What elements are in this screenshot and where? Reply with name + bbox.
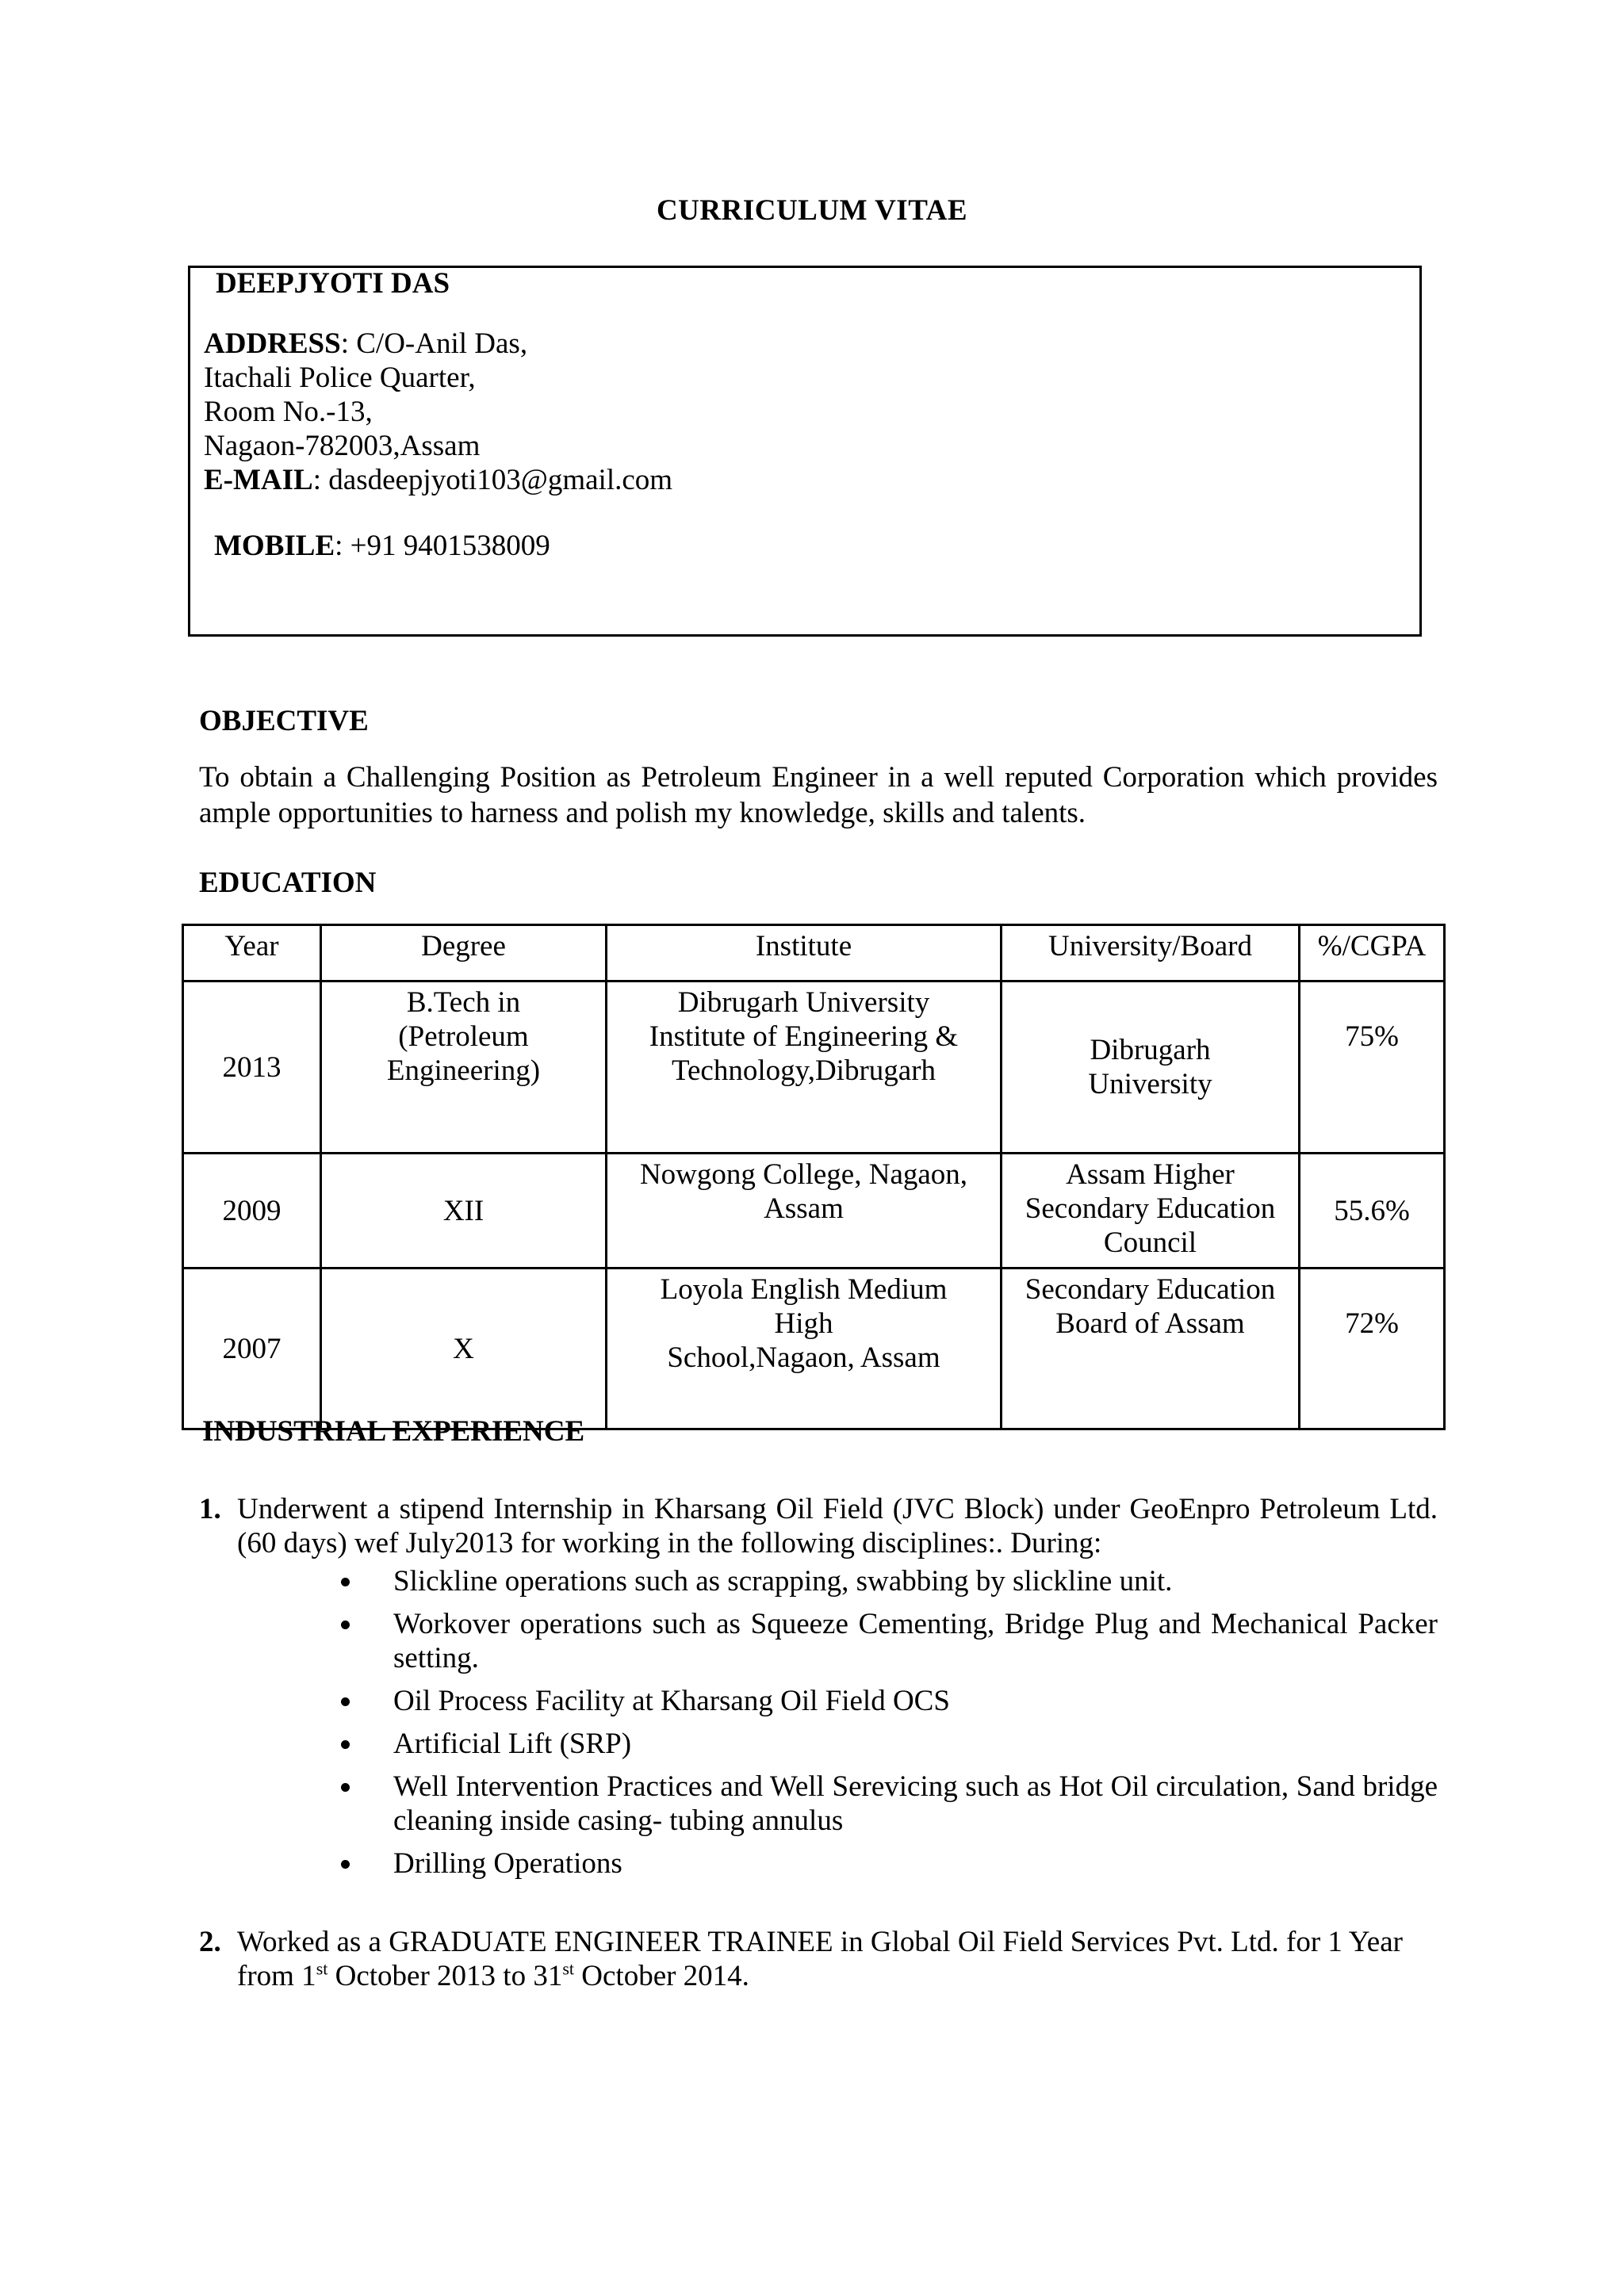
bullet-icon <box>341 1621 350 1629</box>
cell-line: Dibrugarh University <box>677 986 930 1019</box>
ordinal-suffix: st <box>562 1958 575 1979</box>
cell-year: 2009 <box>183 1154 321 1269</box>
ordinal-suffix: st <box>316 1958 328 1979</box>
column-header-institute: Institute <box>607 925 1002 982</box>
date-text: from 1 <box>237 1960 316 1992</box>
table-row <box>183 982 1445 1154</box>
item-number: 1. <box>199 1493 221 1525</box>
page-title: CURRICULUM VITAE <box>656 194 968 227</box>
email-label: E-MAIL <box>204 464 313 496</box>
table-row <box>183 1154 1445 1269</box>
item-number: 2. <box>199 1926 221 1958</box>
cell-degree <box>321 1154 607 1269</box>
discipline-list <box>341 1564 1438 1889</box>
list-item <box>341 1846 1438 1881</box>
cell-line: University <box>1088 1068 1212 1100</box>
bullet-icon <box>341 1578 350 1586</box>
cell-line: Nowgong College, Nagaon, <box>639 1158 968 1191</box>
cell-board <box>1002 1154 1300 1269</box>
cell-line: High <box>774 1307 833 1340</box>
address-label: ADDRESS <box>204 327 341 360</box>
cell-year: 2007 <box>183 1269 321 1429</box>
list-item <box>341 1564 1438 1598</box>
cell-institute <box>607 982 1002 1154</box>
cell-line: XII <box>442 1194 485 1227</box>
item-text <box>237 1925 1438 1993</box>
table-row <box>183 1269 1445 1429</box>
cell-line: Secondary Education <box>1025 1273 1276 1306</box>
cell-degree <box>321 982 607 1154</box>
cell-line: Assam <box>764 1192 844 1225</box>
address-block: ADDRESS: C/O-Anil Das, Itachali Police Quarter, Room No.-13, Nagaon-782003,Assam E-MAIL: dasdeepjyoti103@gmail.com <box>204 327 673 496</box>
cell-line: X <box>453 1332 474 1365</box>
objective-heading: OBJECTIVE <box>199 705 369 737</box>
address-line-4: Nagaon-782003,Assam <box>204 430 481 462</box>
mobile-value: +91 9401538009 <box>350 530 550 562</box>
bullet-icon <box>341 1740 350 1749</box>
cell-board <box>1002 982 1300 1154</box>
cell-degree <box>321 1269 607 1429</box>
objective-text: To obtain a Challenging Position as Petroleum Engineer in a well reputed Corporation which provides ample opportunities to harness and polish my knowledge, skills and talents. <box>199 761 1438 829</box>
cell-line: Institute of Engineering & <box>649 1020 959 1053</box>
cell-line: School,Nagaon, Assam <box>667 1341 940 1374</box>
list-item-text: Slickline operations such as scrapping, swabbing by slickline unit. <box>393 1565 1173 1598</box>
experience-heading: INDUSTRIAL EXPERIENCE <box>202 1415 585 1448</box>
cell-institute <box>607 1154 1002 1269</box>
cell-line: Assam Higher <box>1066 1158 1235 1191</box>
cell-line: Council <box>1103 1226 1197 1259</box>
cell-line: (Petroleum <box>398 1020 529 1053</box>
email-value: dasdeepjyoti103@gmail.com <box>328 464 673 496</box>
date-text: October 2013 to 31 <box>327 1960 563 1992</box>
cell-line: Engineering) <box>386 1054 541 1087</box>
experience-item-2 <box>199 1925 1438 1993</box>
cell-line: Board of Assam <box>1055 1307 1245 1340</box>
cell-board <box>1002 1269 1300 1429</box>
education-table <box>182 924 1446 1430</box>
experience-item-1 <box>199 1492 1438 1560</box>
address-line-2: Itachali Police Quarter, <box>204 362 476 394</box>
cell-year: 2013 <box>183 982 321 1154</box>
list-item-text: Drilling Operations <box>393 1847 622 1880</box>
list-item-text: Oil Process Facility at Kharsang Oil Field OCS <box>393 1685 950 1717</box>
column-header-degree: Degree <box>321 925 607 982</box>
cell-score: 72% <box>1300 1269 1445 1429</box>
item-line-1: Worked as a GRADUATE ENGINEER TRAINEE in Global Oil Field Services Pvt. Ltd. for 1 Year <box>237 1926 1403 1958</box>
cell-line: Dibrugarh <box>1090 1034 1211 1066</box>
list-item-text: Artificial Lift (SRP) <box>393 1728 632 1760</box>
bullet-icon <box>341 1697 350 1706</box>
list-item <box>341 1727 1438 1761</box>
list-item <box>341 1607 1438 1675</box>
address-line-3: Room No.-13, <box>204 396 373 428</box>
table-header-row <box>183 925 1445 982</box>
cell-line: B.Tech in <box>406 986 521 1019</box>
cell-line: Loyola English Medium <box>660 1273 948 1306</box>
list-item <box>341 1770 1438 1838</box>
cell-institute <box>607 1269 1002 1429</box>
item-line-2 <box>237 1959 1438 1993</box>
bullet-icon <box>341 1783 350 1792</box>
list-item-text: Workover operations such as Squeeze Cementing, Bridge Plug and Mechanical Packer setting. <box>393 1608 1438 1674</box>
mobile-label: MOBILE <box>214 530 335 562</box>
mobile-line: MOBILE: +91 9401538009 <box>214 530 550 562</box>
cell-score: 75% <box>1300 982 1445 1154</box>
column-header-year: Year <box>183 925 321 982</box>
list-item-text: Well Intervention Practices and Well Serevicing such as Hot Oil circulation, Sand bridge cleaning inside casing- tubing annulus <box>393 1770 1438 1837</box>
list-item <box>341 1684 1438 1718</box>
item-text: Underwent a stipend Internship in Kharsang Oil Field (JVC Block) under GeoEnpro Petroleum Ltd. (60 days) wef July2013 for working in the following disciplines:. During: <box>237 1493 1438 1559</box>
date-text: October 2014. <box>574 1960 749 1992</box>
bullet-icon <box>341 1860 350 1869</box>
cell-score: 55.6% <box>1300 1154 1445 1269</box>
cell-line: Secondary Education <box>1025 1192 1276 1225</box>
education-heading: EDUCATION <box>199 867 377 899</box>
address-line-1: C/O-Anil Das, <box>356 327 528 360</box>
column-header-score: %/CGPA <box>1300 925 1445 982</box>
cell-line: Technology,Dibrugarh <box>671 1054 936 1087</box>
candidate-name: DEEPJYOTI DAS <box>216 267 450 300</box>
column-header-board: University/Board <box>1002 925 1300 982</box>
